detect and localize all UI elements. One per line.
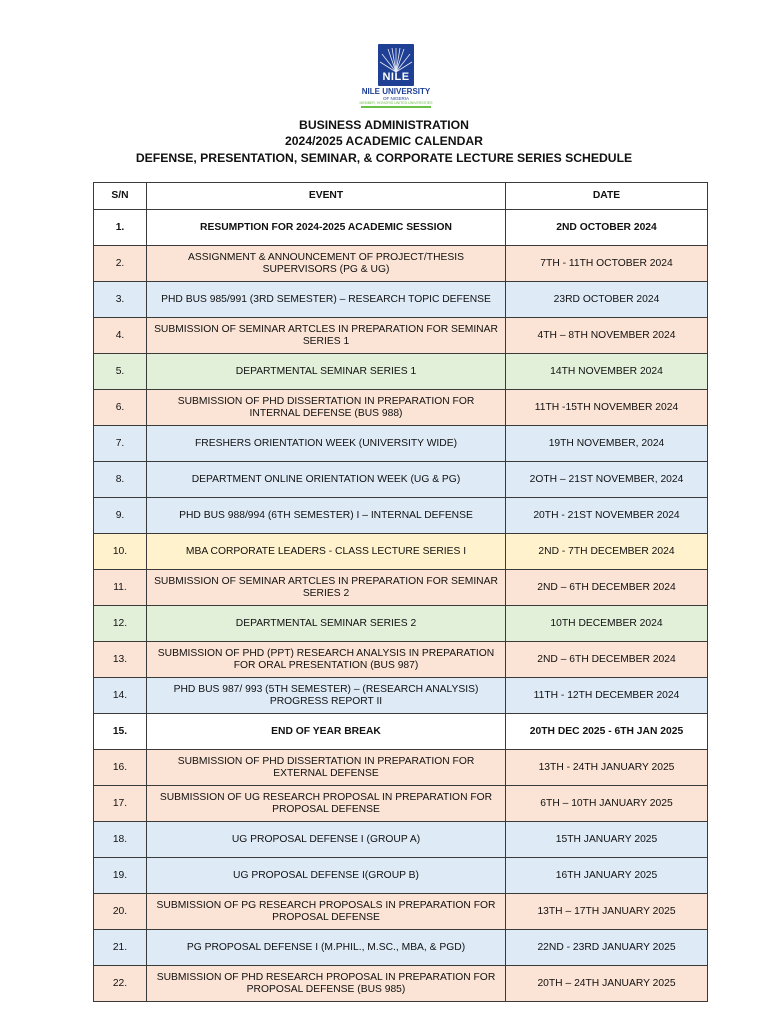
row-date: 2ND – 6TH DECEMBER 2024 (506, 570, 708, 606)
row-date: 2OTH – 21ST NOVEMBER, 2024 (506, 462, 708, 498)
row-event: SUBMISSION OF PHD RESEARCH PROPOSAL IN PREPARATION FOR PROPOSAL DEFENSE (BUS 985) (147, 966, 506, 1002)
row-date: 15TH JANUARY 2025 (506, 822, 708, 858)
logo-university-name: NILE UNIVERSITY (361, 87, 431, 96)
table-row (94, 822, 708, 858)
row-sn: 14. (94, 678, 147, 714)
table-row (94, 642, 708, 678)
university-logo (358, 44, 434, 112)
row-event: DEPARTMENT ONLINE ORIENTATION WEEK (UG & PG) (147, 462, 506, 498)
table-row (94, 678, 708, 714)
row-date: 4TH – 8TH NOVEMBER 2024 (506, 318, 708, 354)
row-event: PHD BUS 988/994 (6TH SEMESTER) I – INTERNAL DEFENSE (147, 498, 506, 534)
row-event: END OF YEAR BREAK (147, 714, 506, 750)
row-event: MBA CORPORATE LEADERS - CLASS LECTURE SERIES I (147, 534, 506, 570)
row-sn: 20. (94, 894, 147, 930)
table-row (94, 930, 708, 966)
row-sn: 15. (94, 714, 147, 750)
table-header-row (94, 183, 708, 210)
table-row (94, 858, 708, 894)
row-event: UG PROPOSAL DEFENSE I (GROUP A) (147, 822, 506, 858)
row-date: 2ND – 6TH DECEMBER 2024 (506, 642, 708, 678)
row-sn: 3. (94, 282, 147, 318)
row-sn: 22. (94, 966, 147, 1002)
row-date: 11TH - 12TH DECEMBER 2024 (506, 678, 708, 714)
row-date: 13TH - 24TH JANUARY 2025 (506, 750, 708, 786)
row-date: 2ND OCTOBER 2024 (506, 210, 708, 246)
logo-emblem (378, 44, 414, 86)
row-sn: 21. (94, 930, 147, 966)
row-event: PG PROPOSAL DEFENSE I (M.PHIL., M.SC., MBA, & PGD) (147, 930, 506, 966)
table-row (94, 714, 708, 750)
row-date: 20TH DEC 2025 - 6TH JAN 2025 (506, 714, 708, 750)
logo-tagline: MEMBER, HONORIS UNITED UNIVERSITIES (359, 101, 433, 105)
table-row (94, 462, 708, 498)
row-event: SUBMISSION OF UG RESEARCH PROPOSAL IN PREPARATION FOR PROPOSAL DEFENSE (147, 786, 506, 822)
header-sn: S/N (94, 183, 147, 210)
header-event: EVENT (147, 183, 506, 210)
calendar-title: 2024/2025 ACADEMIC CALENDAR (285, 134, 483, 148)
table-row (94, 246, 708, 282)
row-sn: 16. (94, 750, 147, 786)
row-event: DEPARTMENTAL SEMINAR SERIES 2 (147, 606, 506, 642)
row-sn: 2. (94, 246, 147, 282)
row-date: 2ND - 7TH DECEMBER 2024 (506, 534, 708, 570)
row-sn: 18. (94, 822, 147, 858)
row-sn: 9. (94, 498, 147, 534)
row-event: SUBMISSION OF SEMINAR ARTCLES IN PREPARATION FOR SEMINAR SERIES 1 (147, 318, 506, 354)
row-date: 19TH NOVEMBER, 2024 (506, 426, 708, 462)
table-row (94, 750, 708, 786)
row-sn: 17. (94, 786, 147, 822)
row-date: 16TH JANUARY 2025 (506, 858, 708, 894)
schedule-rows (94, 210, 708, 1002)
row-date: 20TH - 21ST NOVEMBER 2024 (506, 498, 708, 534)
row-event: DEPARTMENTAL SEMINAR SERIES 1 (147, 354, 506, 390)
table-row (94, 210, 708, 246)
row-sn: 1. (94, 210, 147, 246)
row-event: RESUMPTION FOR 2024-2025 ACADEMIC SESSION (147, 210, 506, 246)
row-date: 6TH – 10TH JANUARY 2025 (506, 786, 708, 822)
row-sn: 7. (94, 426, 147, 462)
header-date: DATE (506, 183, 708, 210)
row-sn: 11. (94, 570, 147, 606)
row-sn: 4. (94, 318, 147, 354)
table-row (94, 966, 708, 1002)
table-row (94, 390, 708, 426)
logo-mark-text: NILE (382, 71, 410, 83)
logo-underline (361, 106, 431, 108)
table-row (94, 786, 708, 822)
row-date: 22ND - 23RD JANUARY 2025 (506, 930, 708, 966)
logo-subtitle: OF NIGERIA (382, 96, 409, 101)
row-sn: 8. (94, 462, 147, 498)
table-row (94, 570, 708, 606)
row-date: 7TH - 11TH OCTOBER 2024 (506, 246, 708, 282)
row-event: SUBMISSION OF PHD DISSERTATION IN PREPARATION FOR EXTERNAL DEFENSE (147, 750, 506, 786)
row-event: SUBMISSION OF PG RESEARCH PROPOSALS IN PREPARATION FOR PROPOSAL DEFENSE (147, 894, 506, 930)
table-row (94, 426, 708, 462)
row-date: 14TH NOVEMBER 2024 (506, 354, 708, 390)
row-date: 20TH – 24TH JANUARY 2025 (506, 966, 708, 1002)
table-row (94, 354, 708, 390)
table-row (94, 534, 708, 570)
row-event: SUBMISSION OF SEMINAR ARTCLES IN PREPARATION FOR SEMINAR SERIES 2 (147, 570, 506, 606)
row-event: FRESHERS ORIENTATION WEEK (UNIVERSITY WIDE) (147, 426, 506, 462)
sunburst-icon (378, 44, 414, 74)
row-date: 10TH DECEMBER 2024 (506, 606, 708, 642)
table-row (94, 282, 708, 318)
row-date: 13TH – 17TH JANUARY 2025 (506, 894, 708, 930)
table-row (94, 606, 708, 642)
department-title: BUSINESS ADMINISTRATION (299, 118, 469, 132)
row-sn: 5. (94, 354, 147, 390)
row-date: 11TH -15TH NOVEMBER 2024 (506, 390, 708, 426)
row-event: PHD BUS 985/991 (3RD SEMESTER) – RESEARCH TOPIC DEFENSE (147, 282, 506, 318)
row-date: 23RD OCTOBER 2024 (506, 282, 708, 318)
row-sn: 12. (94, 606, 147, 642)
row-sn: 13. (94, 642, 147, 678)
schedule-table (93, 182, 708, 1002)
row-sn: 19. (94, 858, 147, 894)
schedule-title: DEFENSE, PRESENTATION, SEMINAR, & CORPORATE LECTURE SERIES SCHEDULE (135, 151, 633, 165)
row-sn: 10. (94, 534, 147, 570)
row-event: ASSIGNMENT & ANNOUNCEMENT OF PROJECT/THESIS SUPERVISORS (PG & UG) (147, 246, 506, 282)
row-event: UG PROPOSAL DEFENSE I(GROUP B) (147, 858, 506, 894)
row-sn: 6. (94, 390, 147, 426)
table-row (94, 318, 708, 354)
table-row (94, 498, 708, 534)
row-event: PHD BUS 987/ 993 (5TH SEMESTER) – (RESEARCH ANALYSIS) PROGRESS REPORT II (147, 678, 506, 714)
table-row (94, 894, 708, 930)
row-event: SUBMISSION OF PHD DISSERTATION IN PREPARATION FOR INTERNAL DEFENSE (BUS 988) (147, 390, 506, 426)
row-event: SUBMISSION OF PHD (PPT) RESEARCH ANALYSIS IN PREPARATION FOR ORAL PRESENTATION (BUS 987) (147, 642, 506, 678)
